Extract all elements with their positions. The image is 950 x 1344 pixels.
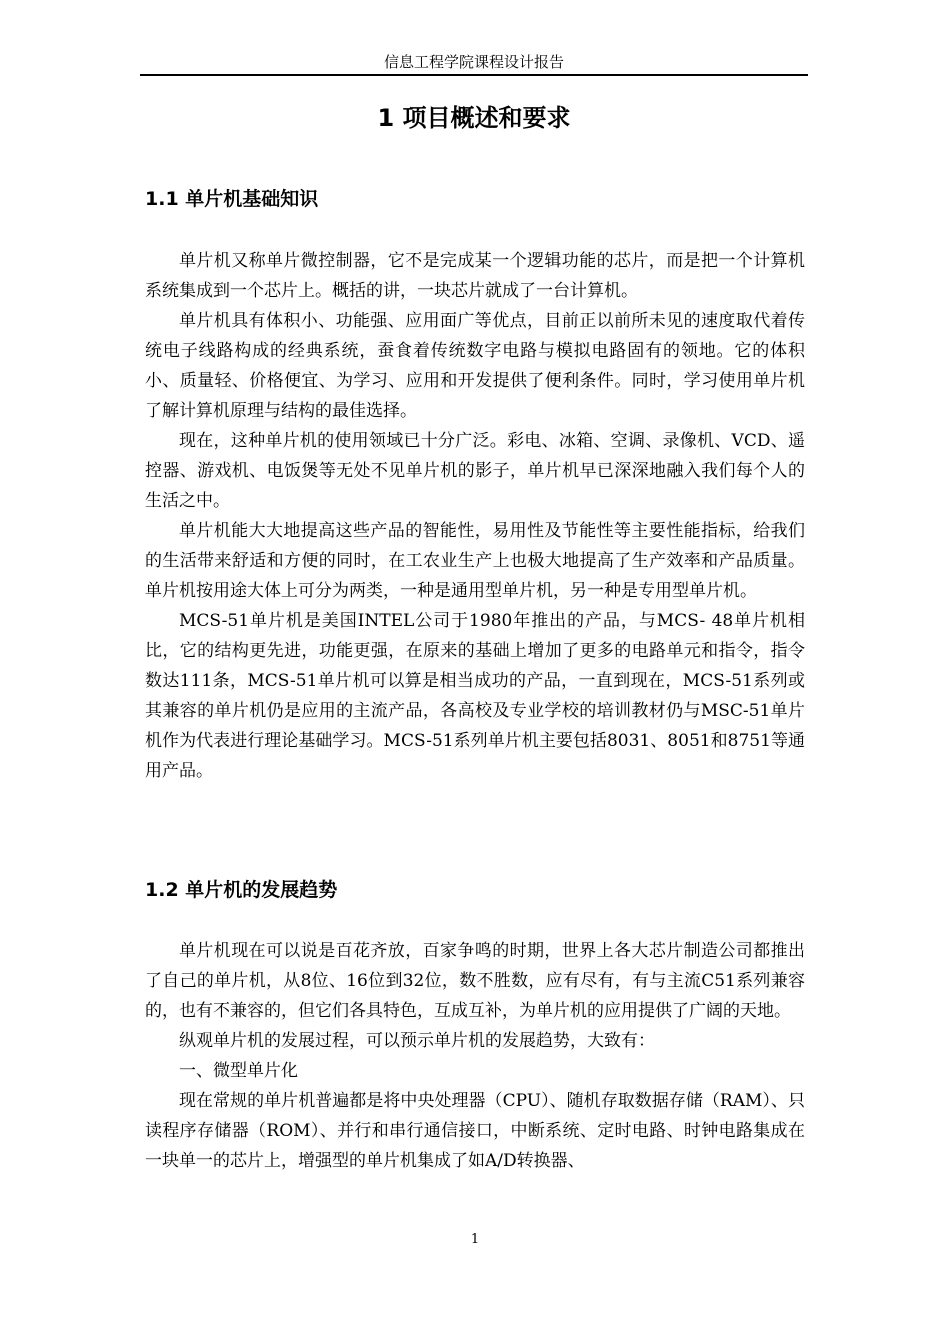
section-heading-1-1: 1.1 单片机基础知识 bbox=[145, 188, 319, 210]
paragraph: 单片机又称单片微控制器，它不是完成某一个逻辑功能的芯片，而是把一个计算机系统集成到一个芯片上。概括的讲，一块芯片就成了一台计算机。 bbox=[145, 251, 805, 301]
paragraph: 现在常规的单片机普遍都是将中央处理器（CPU）、随机存取数据存储（RAM）、只读程序存储器（ROM）、并行和串行通信接口，中断系统、定时电路、时钟电路集成在一块单一的芯片上，增强型的单片机集成了如A/D转换器、 bbox=[145, 1091, 805, 1171]
paragraph: 纵观单片机的发展过程，可以预示单片机的发展趋势，大致有： bbox=[179, 1031, 655, 1051]
paragraph: 单片机现在可以说是百花齐放，百家争鸣的时期，世界上各大芯片制造公司都推出了自己的单片机，从8位、16位到32位，数不胜数，应有尽有，有与主流C51系列兼容的，也有不兼容的，但它们各具特色，互成互补，为单片机的应用提供了广阔的天地。 bbox=[145, 941, 805, 1021]
chapter-title: 1 项目概述和要求 bbox=[377, 104, 571, 132]
list-item-heading: 一、微型单片化 bbox=[179, 1061, 298, 1081]
section-heading-1-2: 1.2 单片机的发展趋势 bbox=[145, 879, 338, 901]
paragraph: MCS-51单片机是美国INTEL公司于1980年推出的产品，与MCS- 48单片机相比，它的结构更先进，功能更强，在原来的基础上增加了更多的电路单元和指令，指令数达111条，MCS-51单片机可以算是相当成功的产品，一直到现在，MCS-51系列或其兼容的单片机仍是应用的主流产品，各高校及专业学校的培训教材仍与MSC-51单片机作为代表进行理论基础学习。MCS-51系列单片机主要包括8031、8051和8751等通用产品。 bbox=[145, 611, 805, 781]
section-1-1-body bbox=[145, 246, 805, 786]
paragraph: 单片机能大大地提高这些产品的智能性，易用性及节能性等主要性能指标，给我们的生活带来舒适和方便的同时，在工农业生产上也极大地提高了生产效率和产品质量。单片机按用途大体上可分为两类，一种是通用型单片机，另一种是专用型单片机。 bbox=[145, 521, 805, 601]
page-number: 1 bbox=[470, 1232, 480, 1247]
paragraph: 单片机具有体积小、功能强、应用面广等优点，目前正以前所未见的速度取代着传统电子线路构成的经典系统，蚕食着传统数字电路与模拟电路固有的领地。它的体积小、质量轻、价格便宜、为学习、应用和开发提供了便利条件。同时，学习使用单片机了解计算机原理与结构的最佳选择。 bbox=[145, 311, 805, 421]
running-header: 信息工程学院课程设计报告 bbox=[383, 53, 564, 71]
paragraph: 现在，这种单片机的使用领域已十分广泛。彩电、冰箱、空调、录像机、VCD、遥控器、游戏机、电饭煲等无处不见单片机的影子，单片机早已深深地融入我们每个人的生活之中。 bbox=[145, 431, 805, 511]
section-1-2-body bbox=[145, 936, 805, 1176]
header-rule bbox=[140, 74, 808, 76]
